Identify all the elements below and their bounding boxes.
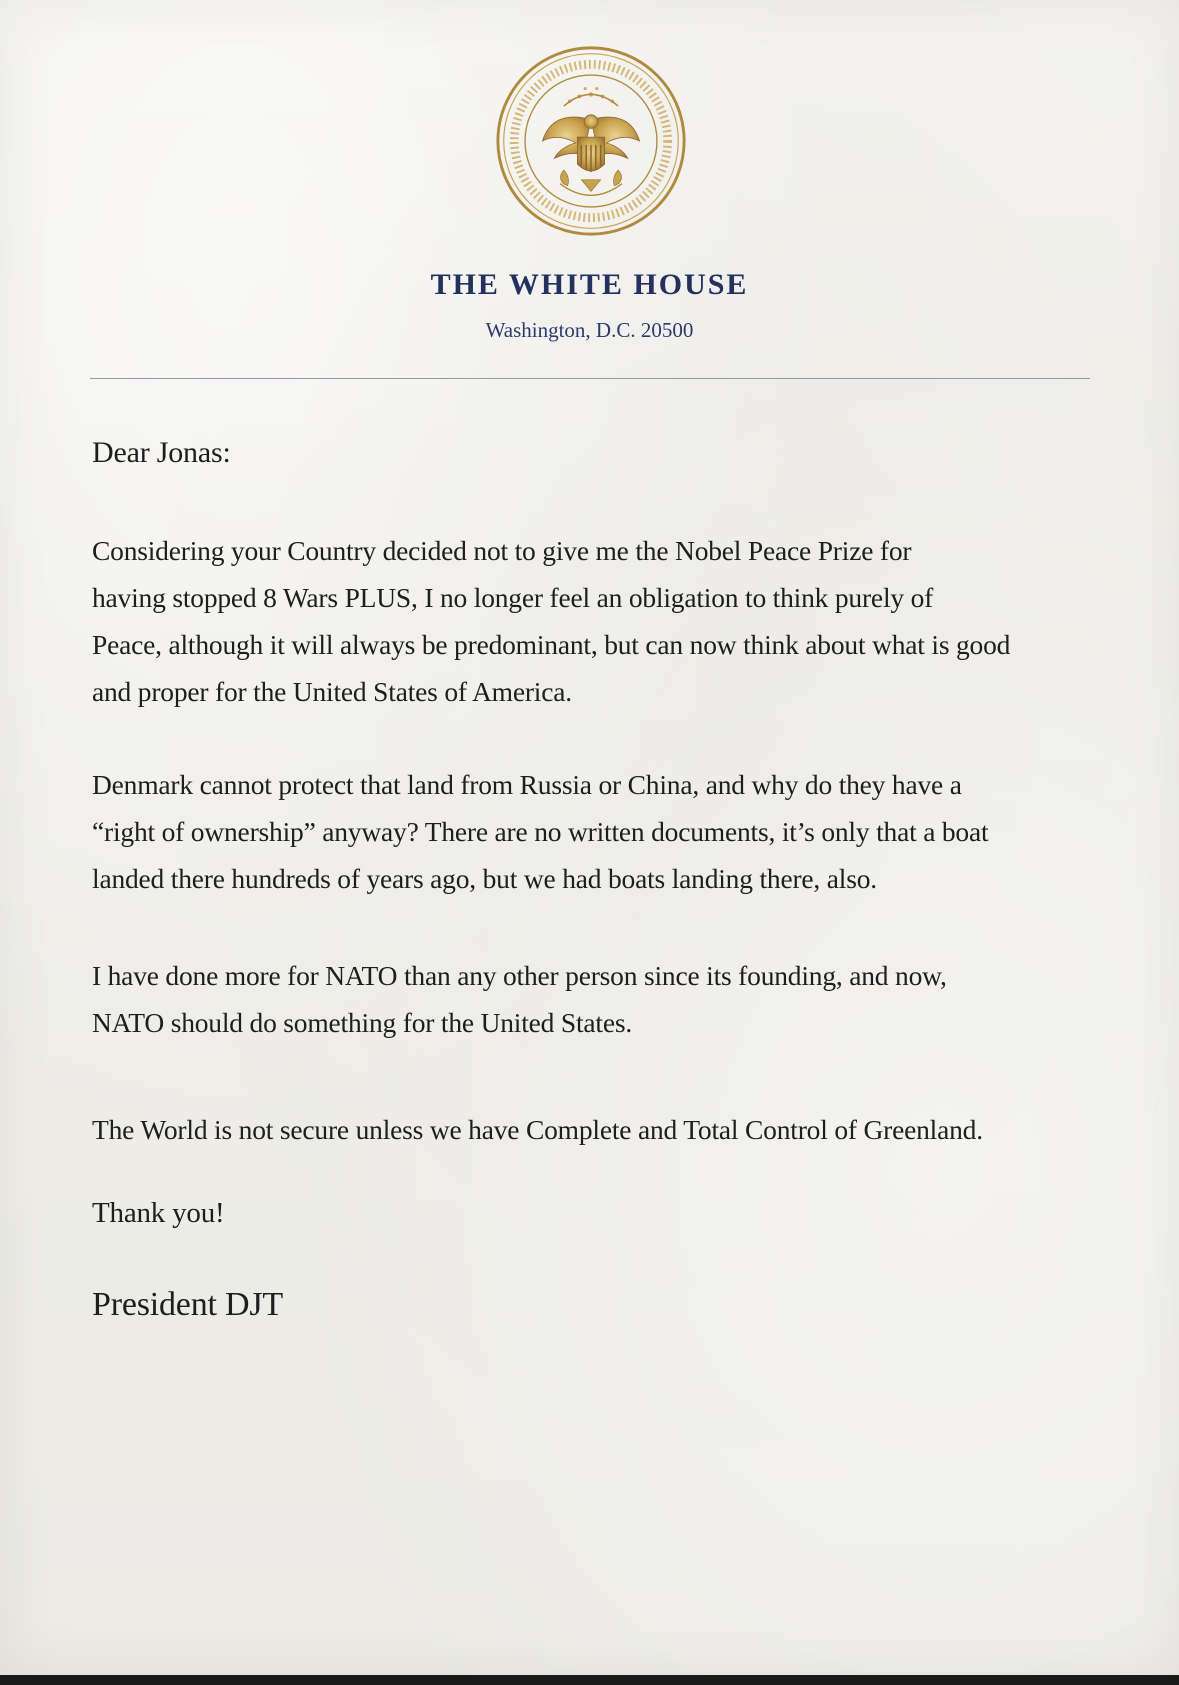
paragraph-line: NATO should do something for the United States. [92, 1007, 633, 1038]
paragraph-line: Peace, although it will always be predominant, but can now think about what is good [92, 629, 1011, 660]
signature: President DJT [92, 1286, 283, 1323]
paragraph-line: I have done more for NATO than any other person since its founding, and now, [92, 960, 947, 991]
paragraph-4 [92, 1106, 983, 1153]
paragraph-line: landed there hundreds of years ago, but we had boats landing there, also. [92, 863, 877, 894]
paragraph-3 [92, 952, 947, 1046]
paragraph-line: and proper for the United States of America. [92, 676, 572, 707]
paragraph-line: Denmark cannot protect that land from Russia or China, and why do they have a [92, 769, 962, 800]
letterhead-divider [90, 378, 1090, 379]
letterhead-address: Washington, D.C. 20500 [485, 318, 694, 342]
paragraph-1 [92, 527, 1010, 715]
salutation: Dear Jonas: [92, 436, 231, 469]
paragraph-line: having stopped 8 Wars PLUS, I no longer feel an obligation to think purely of [92, 582, 934, 613]
paragraph-2 [92, 761, 988, 902]
letterhead-title: THE WHITE HOUSE [430, 268, 749, 301]
presidential-seal-icon [494, 44, 688, 238]
paragraph-line: Considering your Country decided not to give me the Nobel Peace Prize for [92, 535, 912, 566]
paragraph-line: The World is not secure unless we have Complete and Total Control of Greenland. [92, 1114, 983, 1145]
closing: Thank you! [92, 1197, 225, 1229]
paragraph-line: “right of ownership” anyway? There are no written documents, it’s only that a boat [92, 816, 989, 847]
